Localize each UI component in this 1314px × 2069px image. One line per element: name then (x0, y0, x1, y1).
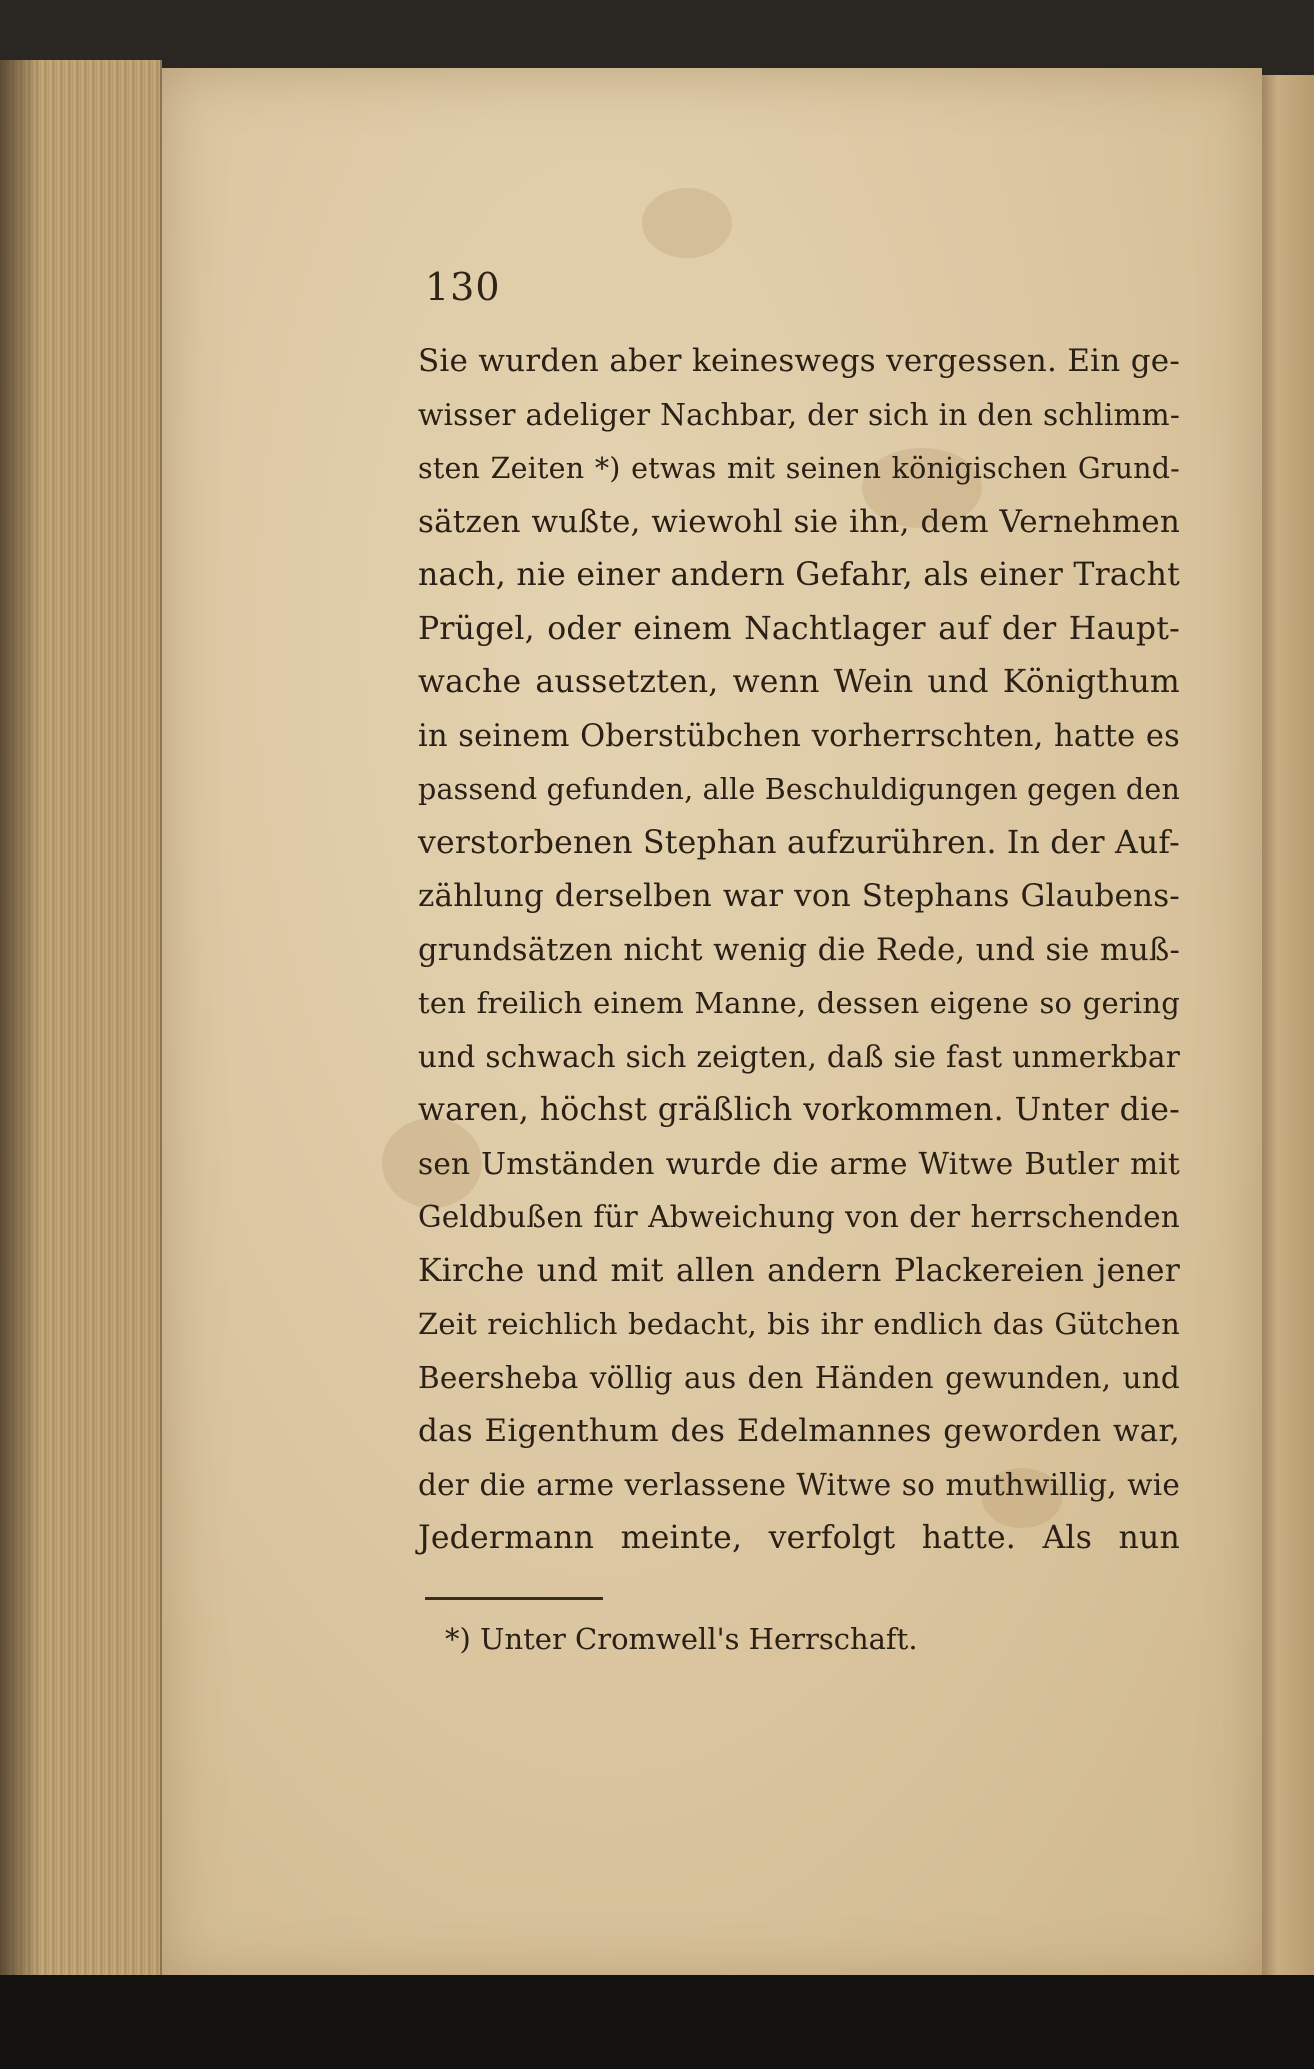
footnote: *) Unter Cromwell's Herrschaft. (445, 1622, 918, 1656)
text-line: Sie wurden aber keineswegs vergessen. Ein ge- (418, 343, 1180, 379)
text-line: zählung derselben war von Stephans Glaubens- (418, 878, 1180, 914)
text-line: verstorbenen Stephan aufzurühren. In der Auf- (418, 824, 1180, 861)
text-line: und schwach sich zeigten, daß sie fast unmerkbar (418, 1039, 1180, 1074)
page-number: 130 (425, 265, 501, 309)
text-line: Beersheba völlig aus den Händen gewunden, und (418, 1360, 1180, 1395)
binding-shadow (0, 60, 40, 1985)
text-line: Geldbußen für Abweichung von der herrschenden (418, 1200, 1180, 1234)
text-line: in seinem Oberstübchen vorherrschten, hatte es (418, 718, 1180, 754)
text-line: sen Umständen wurde die arme Witwe Butler mit (418, 1146, 1180, 1181)
text-line: Prügel, oder einem Nachtlager auf der Haupt- (418, 610, 1180, 647)
text-line: sten Zeiten *) etwas mit seinen königischen Grund- (418, 452, 1180, 485)
text-line: ten freilich einem Manne, dessen eigene so gering (418, 986, 1180, 1020)
text-line: Jedermann meinte, verfolgt hatte. Als nun (418, 1520, 1180, 1556)
text-line: der die arme verlassene Witwe so muthwillig, wie (418, 1467, 1180, 1502)
text-line: grundsätzen nicht wenig die Rede, und sie muß- (418, 932, 1180, 968)
text-line: waren, höchst gräßlich vorkommen. Unter die- (418, 1092, 1180, 1128)
next-page-edge (1262, 75, 1314, 1975)
text-line: das Eigenthum des Edelmannes geworden war, (418, 1413, 1180, 1449)
text-line: Zeit reichlich bedacht, bis ihr endlich das Gütchen (418, 1307, 1180, 1341)
foxing-spot (642, 188, 732, 258)
text-line: passend gefunden, alle Beschuldigungen gegen den (418, 773, 1180, 806)
body-text (418, 335, 1180, 1566)
text-line: nach, nie einer andern Gefahr, als einer Tracht (418, 557, 1180, 593)
footnote-rule (425, 1597, 603, 1600)
text-line: wache aussetzten, wenn Wein und Königthum (418, 664, 1180, 700)
text-line: sätzen wußte, wiewohl sie ihn, dem Vernehmen (418, 503, 1180, 540)
text-line: Kirche und mit allen andern Plackereien jener (418, 1252, 1180, 1289)
text-line: wisser adeliger Nachbar, der sich in den schlimm- (418, 397, 1180, 432)
scan-background (0, 1975, 1314, 2069)
